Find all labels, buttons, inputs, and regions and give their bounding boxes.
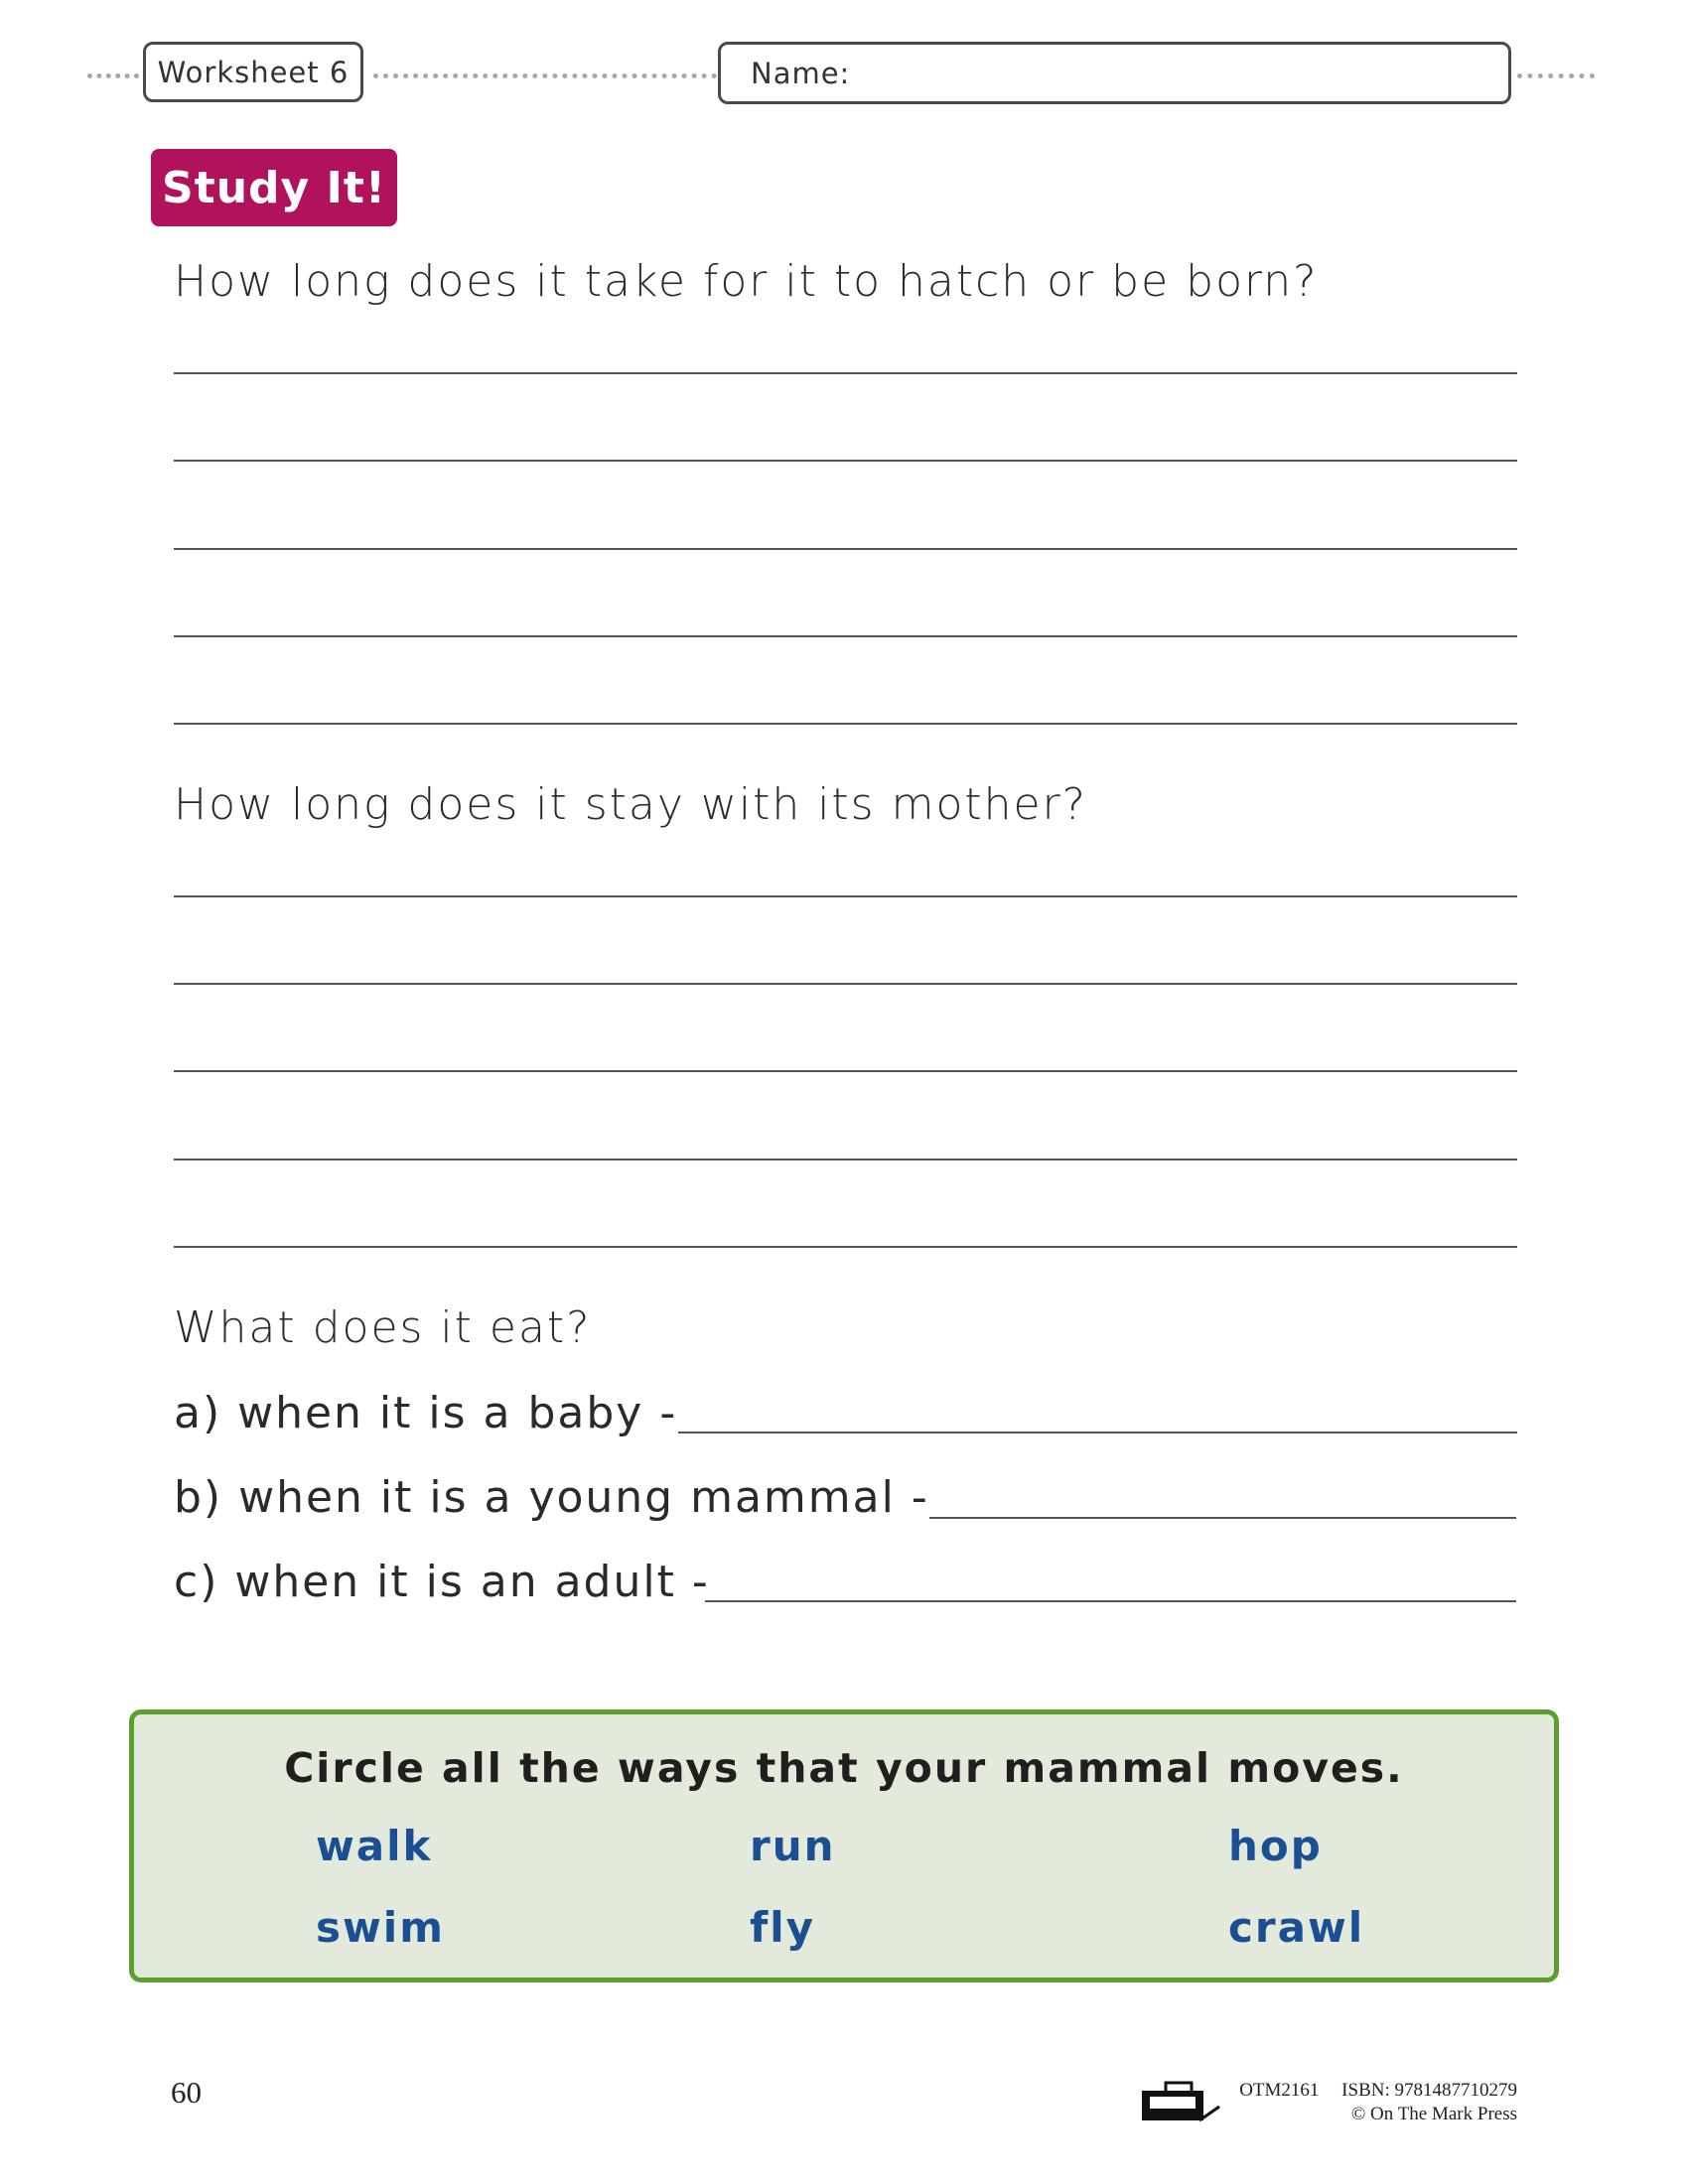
- eat-answer-line-adult[interactable]: [705, 1600, 1516, 1602]
- eat-answer-line-baby[interactable]: [678, 1432, 1517, 1433]
- moves-instruction: Circle all the ways that your mammal moves.: [284, 1744, 1404, 1792]
- question-what-does-it-eat: What does it eat?: [174, 1302, 592, 1353]
- answer-line[interactable]: [174, 1159, 1517, 1160]
- eat-item-young: b) when it is a young mammal -: [174, 1472, 929, 1523]
- eat-item-adult: c) when it is an adult -: [174, 1557, 710, 1607]
- isbn: ISBN: 9781487710279: [1341, 2080, 1517, 2101]
- publisher-logo-icon: [1138, 2081, 1221, 2124]
- worksheet-label: [143, 42, 363, 102]
- eat-item-baby: a) when it is a baby -: [174, 1388, 678, 1438]
- answer-line[interactable]: [174, 723, 1517, 725]
- worksheet-label-text: Worksheet 6: [157, 55, 350, 89]
- page-number: 60: [171, 2075, 202, 2110]
- answer-line[interactable]: [174, 895, 1517, 897]
- header-dotted-rule-left: [87, 73, 139, 78]
- answer-line[interactable]: [174, 548, 1517, 550]
- move-option-walk[interactable]: walk: [316, 1822, 433, 1870]
- name-field[interactable]: [718, 42, 1511, 104]
- answer-line[interactable]: [174, 635, 1517, 637]
- question-hatch-or-born: How long does it take for it to hatch or be born?: [174, 256, 1319, 307]
- answer-line[interactable]: [174, 1070, 1517, 1072]
- answer-line[interactable]: [174, 1246, 1517, 1248]
- answer-line[interactable]: [174, 983, 1517, 985]
- move-option-fly[interactable]: fly: [750, 1903, 816, 1952]
- move-option-crawl[interactable]: crawl: [1228, 1903, 1365, 1952]
- name-field-label: Name:: [751, 56, 851, 90]
- answer-line[interactable]: [174, 460, 1517, 462]
- answer-line[interactable]: [174, 372, 1517, 374]
- move-option-hop[interactable]: hop: [1228, 1822, 1323, 1870]
- product-code: OTM2161: [1239, 2080, 1320, 2101]
- study-it-badge: [151, 149, 397, 226]
- header-dotted-rule-right: [1517, 73, 1595, 78]
- study-it-label: Study It!: [161, 162, 386, 213]
- publication-info: [1239, 2079, 1517, 2126]
- move-option-swim[interactable]: swim: [316, 1903, 445, 1952]
- move-option-run[interactable]: run: [750, 1822, 836, 1870]
- question-stay-with-mother: How long does it stay with its mother?: [174, 779, 1088, 830]
- eat-answer-line-young[interactable]: [929, 1517, 1516, 1519]
- header-dotted-rule-middle: [373, 73, 717, 78]
- moves-box: [129, 1709, 1559, 1982]
- copyright: © On The Mark Press: [1350, 2104, 1517, 2124]
